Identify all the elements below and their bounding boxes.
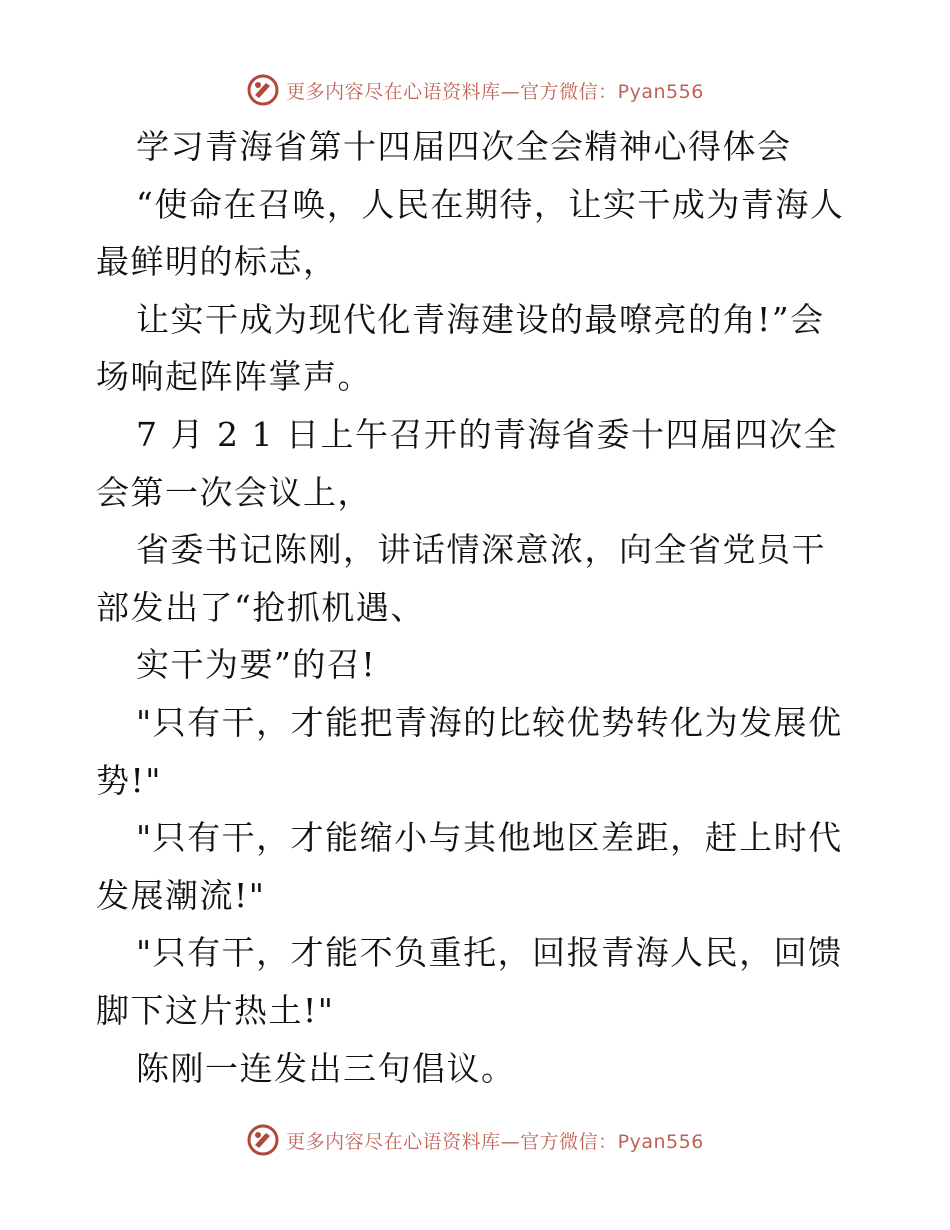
logo-seal-icon <box>246 1123 280 1157</box>
paragraph: “使命在召唤，人民在期待，让实干成为青海人最鲜明的标志， <box>96 184 845 282</box>
document-title: 学习青海省第十四届四次全会精神心得体会 <box>136 127 792 166</box>
footer-watermark-banner <box>0 1120 950 1160</box>
document-body <box>96 118 856 1097</box>
logo-seal-icon <box>246 73 280 107</box>
paragraph: 让实干成为现代化青海建设的最嘹亮的角!”会场响起阵阵掌声。 <box>96 299 825 397</box>
paragraph: 7 月 2 1 日上午召开的青海省委十四届四次全会第一次会议上， <box>96 414 838 512</box>
header-watermark-banner <box>0 70 950 110</box>
paragraph: "只有干，才能把青海的比较优势转化为发展优势!" <box>96 702 843 800</box>
paragraph: 实干为要”的召! <box>136 645 377 685</box>
watermark-text: 更多内容尽在心语资料库—官方微信：Pyan556 <box>286 1130 704 1153</box>
paragraph: "只有干，才能缩小与其他地区差距，赶上时代发展潮流!" <box>96 818 843 915</box>
paragraph: "只有干，才能不负重托，回报青海人民，回馈脚下这片热土!" <box>96 933 843 1030</box>
paragraph: 省委书记陈刚，讲话情深意浓，向全省党员干部发出了“抢抓机遇、 <box>96 530 826 627</box>
watermark-text: 更多内容尽在心语资料库—官方微信：Pyan556 <box>286 80 704 103</box>
paragraph: 陈刚一连发出三句倡议。 <box>136 1048 516 1088</box>
